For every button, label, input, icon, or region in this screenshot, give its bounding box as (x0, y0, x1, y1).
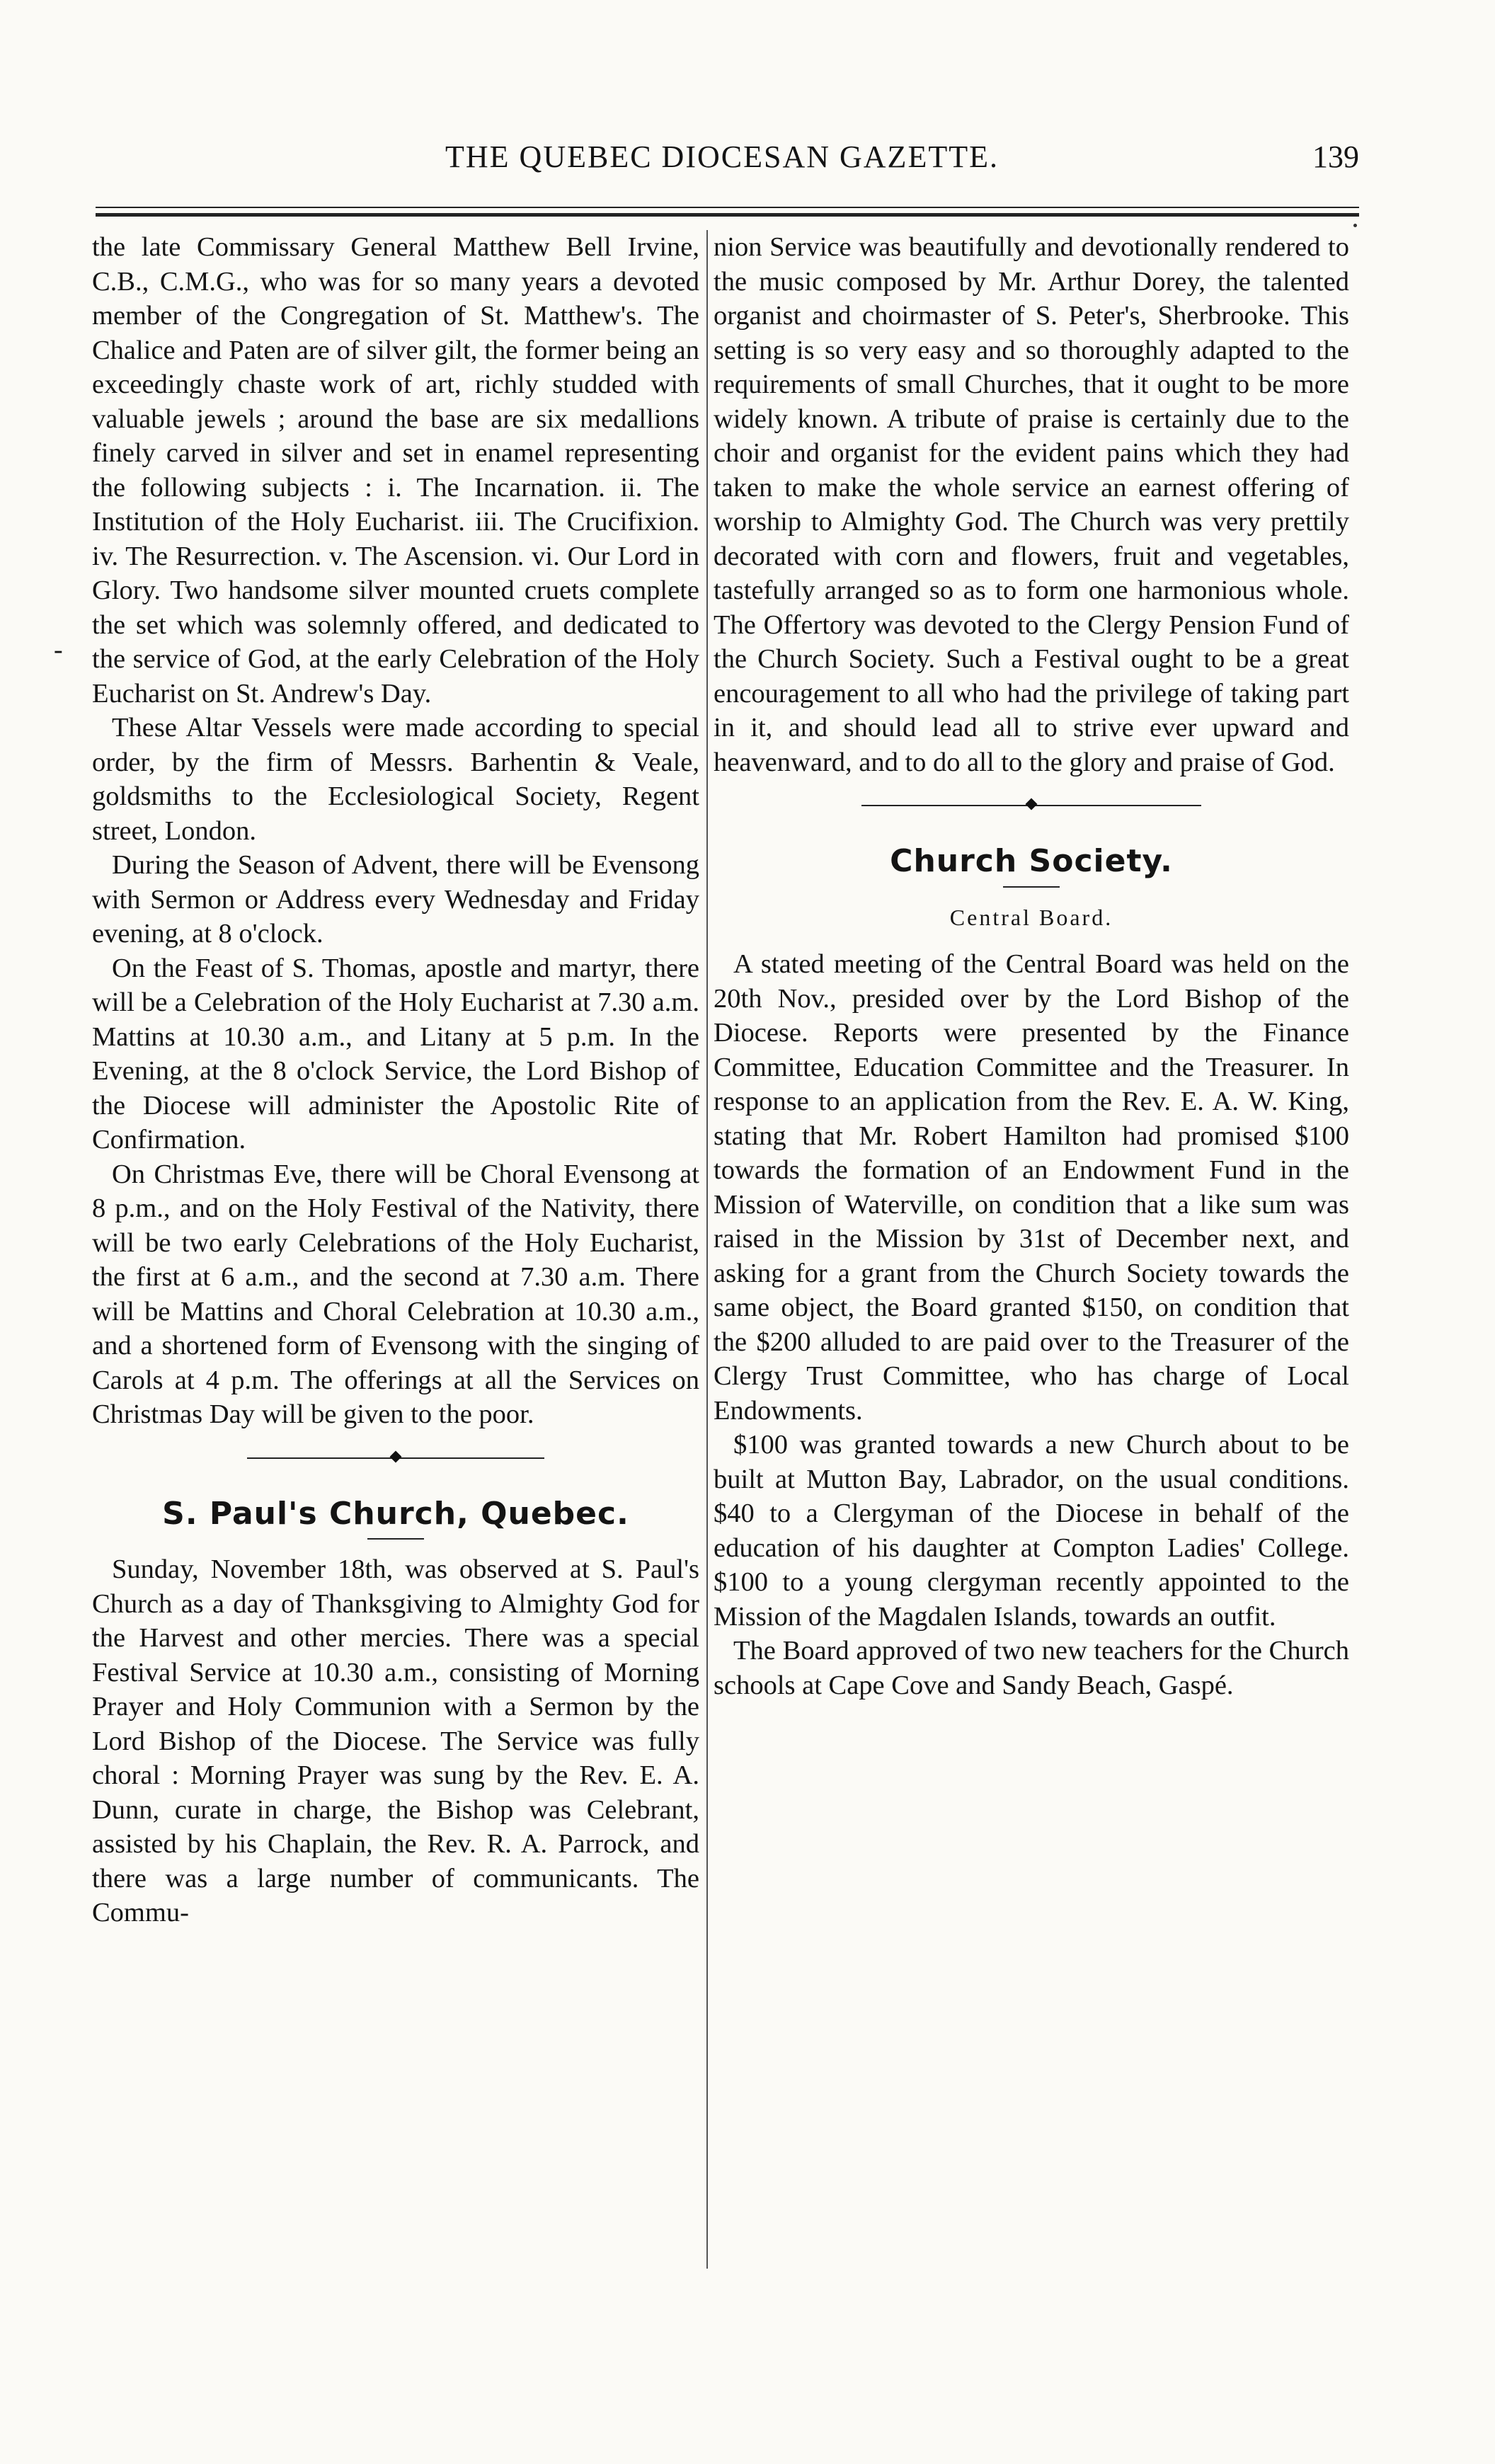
running-head (85, 139, 1359, 184)
section-heading-st-pauls: S. Paul's Church, Quebec. (162, 1495, 629, 1532)
paragraph: Sunday, November 18th, was observed at S. Paul's Church as a day of Thanksgiving to Almighty God for the Harvest and other mercies. There was a special Festival Service at 10.30 a.m., consisting of Morning Prayer and Holy Communion with a Sermon by the Lord Bishop of the Diocese. The Service was fully choral : Morning Prayer was sung by the Rev. E. A. Dunn, curate in charge, the Bishop was Celebrant, assisted by his Chaplain, the Rev. R. A. Parrock, and there was a large number of communicants. The Commu- (92, 1554, 699, 1927)
section-ornament (861, 801, 1201, 810)
paragraph: nion Service was beautifully and devotionally rendered to the music composed by Mr. Arthur Dorey, the talented organist and choirmaster of S. Peter's, Sherbrooke. This setting is so very easy and so thoroughly adapted to the requirements of small Churches, that it ought to be more widely known. A tribute of praise is certainly due to the choir and organist for the evident pains which they had taken to make the whole service an earnest offering of worship to Almighty God. The Church was very prettily decorated with corn and flowers, fruit and vegetables, tastefully arranged so as to form one harmonious whole. The Offertory was devoted to the Clergy Pension Fund of the Church Society. Such a Festival ought to be a great encouragement to all who had the privilege of taking part in it, and should lead all to strive ever upward and heavenward, and to do all to the glory and praise of God. (714, 232, 1349, 777)
paragraph: These Altar Vessels were made according to special order, by the firm of Messrs. Barhentin & Veale, goldsmiths to the Ecclesiological Society, Regent street, London. (92, 713, 699, 846)
page-number: 139 (1312, 139, 1359, 174)
paragraph: $100 was granted towards a new Church about to be built at Mutton Bay, Labrador, on the usual conditions. $40 to a Clergyman of the Diocese in behalf of the education of his daughter at Compton Ladies' College. $100 to a young clergyman recently appointed to the Mission of the Magdalen Islands, towards an outfit. (714, 1430, 1349, 1632)
section-ornament (247, 1453, 544, 1463)
paragraph: During the Season of Advent, there will be Evensong with Sermon or Address every Wednesday and Friday evening, at 8 o'clock. (92, 850, 699, 949)
publication-title: THE QUEBEC DIOCESAN GAZETTE. (445, 139, 999, 174)
section-heading-church-society: Church Society. (890, 843, 1173, 879)
sub-heading-central-board: Central Board. (949, 904, 1113, 930)
paragraph: the late Commissary General Matthew Bell Irvine, C.B., C.M.G., who was for so many years a devoted member of the Congregation of St. Matthew's. The Chalice and Paten are of silver gilt, the former being an exceedingly chaste work of art, richly studded with valuable jewels ; around the base are six medallions finely carved in silver and set in enamel representing the following subjects : i. The Incarnation. ii. The Institution of the Holy Eucharist. iii. The Crucifixion. iv. The Resurrection. v. The Ascension. vi. Our Lord in Glory. Two handsome silver mounted cruets complete the set which was solemnly offered, and dedicated to the service of God, at the early Celebration of the Holy Eucharist on St. Andrew's Day. (92, 232, 699, 709)
short-rule (1003, 886, 1060, 888)
short-rule (367, 1538, 424, 1540)
paragraph: A stated meeting of the Central Board was held on the 20th Nov., presided over by the Lord Bishop of the Diocese. Reports were presented by the Finance Committee, Education Committee and the Treasurer. In response to an application from the Rev. E. A. W. King, stating that Mr. Robert Hamilton had promised $100 towards the formation of an Endowment Fund in the Mission of Waterville, on condition that a like sum was raised in the Mission by 31st of December next, and asking for a grant from the Church Society towards the same object, the Board granted $150, on condition that the $200 alluded to are paid over to the Treasurer of the Clergy Trust Committee, who has charge of Local Endowments. (714, 949, 1349, 1426)
right-column (714, 230, 1349, 1702)
margin-speck (1353, 224, 1357, 227)
paragraph: On the Feast of S. Thomas, apostle and martyr, there will be a Celebration of the Holy Eucharist at 7.30 a.m. Mattins at 10.30 a.m., and Litany at 5 p.m. In the Evening, at the 8 o'clock Service, the Lord Bishop of the Diocese will administer the Apostolic Rite of Confirmation. (92, 953, 699, 1154)
left-column (92, 230, 699, 1930)
header-rule-thick (96, 213, 1359, 217)
margin-dash: - (54, 635, 63, 665)
paragraph: The Board approved of two new teachers for the Church schools at Cape Cove and Sandy Beach, Gaspé. (714, 1636, 1349, 1700)
header-rule-thin (96, 207, 1359, 208)
paragraph: On Christmas Eve, there will be Choral Evensong at 8 p.m., and on the Holy Festival of the Nativity, there will be two early Celebrations of the Holy Eucharist, the first at 6 a.m., and the second at 7.30 a.m. There will be Mattins and Choral Celebration at 10.30 a.m., and a shortened form of Evensong with the singing of Carols at 4 p.m. The offerings at all the Services on Christmas Day will be given to the poor. (92, 1159, 699, 1429)
column-divider (706, 230, 708, 2269)
